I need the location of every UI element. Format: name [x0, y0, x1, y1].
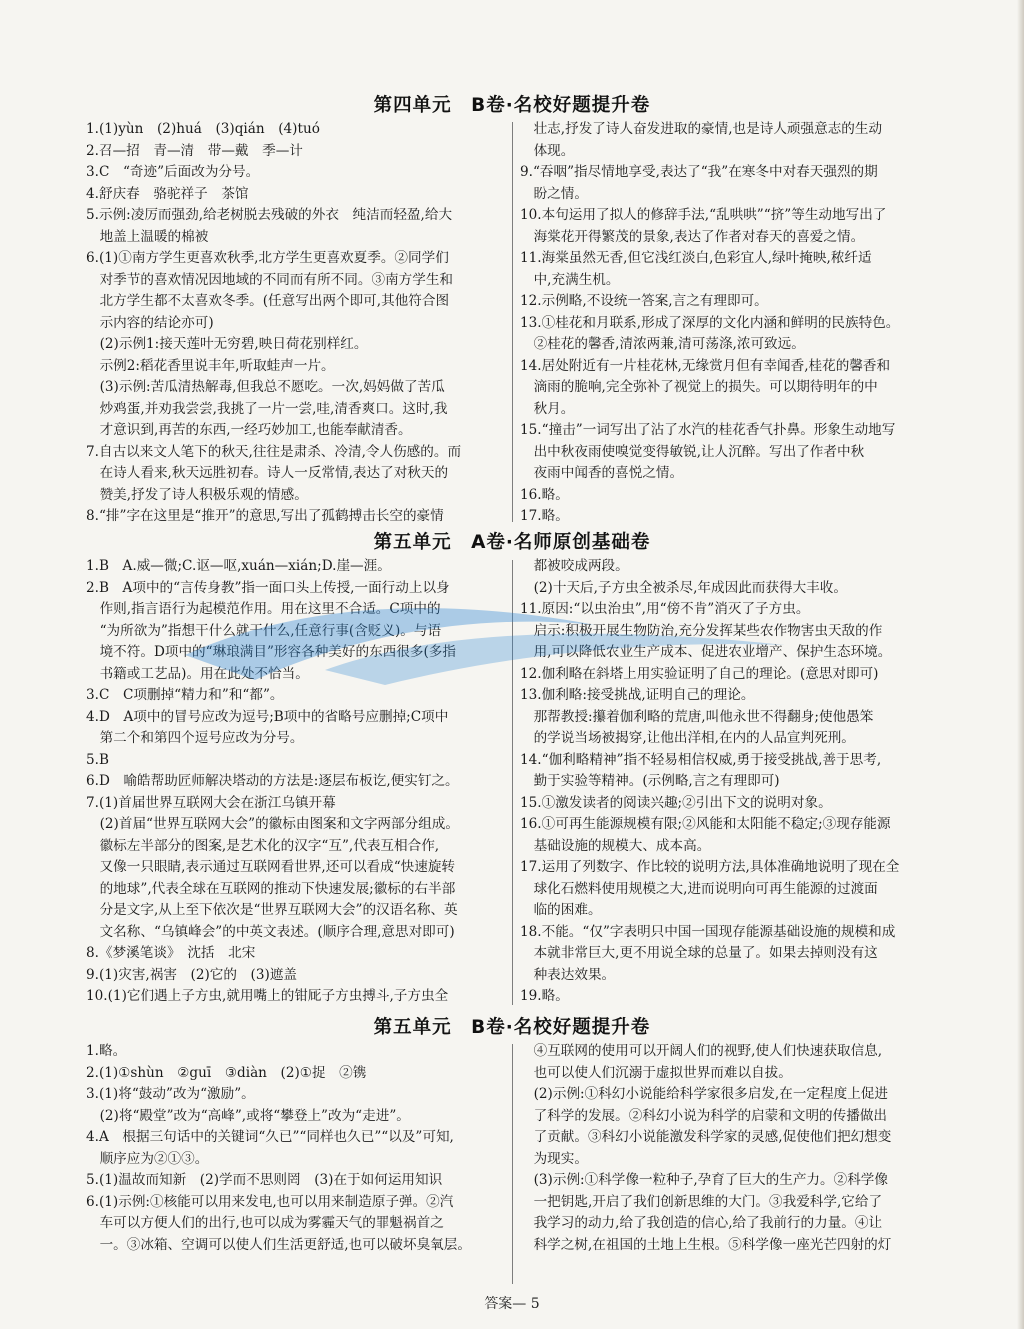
column-divider — [512, 122, 513, 522]
answer-line: 5.示例:凌厉而强劲,给老树脱去残破的外衣 纯洁而轻盈,给大 — [86, 207, 453, 223]
answer-line: (2)首届“世界互联网大会”的徽标由图案和文字两部分组成。 — [86, 816, 459, 832]
answer-line: 才意识到,再苦的东西,一经巧妙加工,也能奉献清香。 — [86, 422, 412, 438]
answer-line: 4.D A项中的冒号应改为逗号;B项中的省略号应删掉;C项中 — [86, 708, 449, 725]
answer-line: 中,充满生机。 — [520, 271, 620, 288]
answer-line: 勤于实验等精神。(示例略,言之有理即可) — [520, 773, 780, 789]
answer-line: 赞美,抒发了诗人积极乐观的情感。 — [86, 486, 308, 503]
answer-line: 了科学的发展。②科幻小说为科学的启蒙和文明的传播做出 — [520, 1107, 888, 1124]
answer-line: 的地球”,代表全球在互联网的推动下快速发展;徽标的右半部 — [86, 880, 456, 897]
answer-line: 一把钥匙,开启了我们创新思维的大门。③我爱科学,它给了 — [520, 1193, 883, 1210]
answer-line: 示例2:稻花香里说丰年,听取蛙声一片。 — [86, 357, 335, 374]
answer-line: 了贡献。③科幻小说能激发科学家的灵感,促使他们把幻想变 — [520, 1129, 892, 1145]
answer-line: 用,可以降低农业生产成本、促进农业增产、保护生态环境。 — [520, 644, 892, 660]
answer-line: 6.(1)①南方学生更喜欢秋季,北方学生更喜欢夏季。②同学们 — [86, 250, 449, 266]
answer-line: 车可以方便人们的出行,也可以成为雾霾天气的罪魁祸首之 — [86, 1215, 444, 1231]
answer-line: (3)示例:①科学像一粒种子,孕育了巨大的生产力。②科学像 — [520, 1172, 888, 1188]
column-divider — [512, 1044, 513, 1284]
answer-line: 7.自古以来文人笔下的秋天,往往是肃杀、冷清,令人伤感的。而 — [86, 443, 462, 460]
unit5-b-left-column — [86, 1041, 510, 1256]
answer-line: 11.原因:“以虫治虫”,用“傍不肯”消灭了子方虫。 — [520, 601, 810, 617]
answer-line: 基础设施的规模大、成本高。 — [520, 837, 711, 854]
answer-line: 滴雨的脆响,完全弥补了视觉上的损失。可以期待明年的中 — [520, 379, 878, 395]
answer-line: 徽标左半部分的图案,是艺术化的汉字“互”,代表互相合作, — [86, 837, 440, 854]
answer-line: 在诗人看来,秋天远胜初春。诗人一反常情,表达了对秋天的 — [86, 465, 449, 481]
answer-line: 1.略。 — [86, 1043, 127, 1059]
answer-line: (2)将“殿堂”改为“高峰”,或将“攀登上”改为“走进”。 — [86, 1107, 410, 1124]
answer-line: 4.舒庆春 骆驼祥子 茶馆 — [86, 185, 249, 202]
section-title-unit5-a: 第五单元 A卷·名师原创基础卷 — [373, 532, 651, 553]
answer-line: (2)十天后,子方虫全被杀尽,年成因此而获得大丰收。 — [520, 579, 847, 596]
answer-line: 为现实。 — [520, 1150, 588, 1167]
answer-line: ④互联网的使用可以开阔人们的视野,使人们快速获取信息, — [520, 1043, 883, 1059]
answer-line: 科学之树,在祖国的土地上生根。⑤科学像一座光芒四射的灯 — [520, 1236, 892, 1253]
answer-line: 文名称、“乌镇峰会”的中英文表述。(顺序合理,意思对即可) — [86, 923, 455, 940]
unit5-b-right-column — [520, 1041, 960, 1256]
answer-line: 7.(1)首届世界互联网大会在浙江乌镇开幕 — [86, 794, 336, 811]
answer-line: 夜雨中闻香的喜悦之情。 — [520, 465, 684, 481]
answer-line: 3.(1)将“鼓动”改为“激励”。 — [86, 1086, 255, 1102]
answer-line: 又像一只眼睛,表示通过互联网看世界,还可以看成“快速旋转 — [86, 859, 456, 875]
answer-line: 13.伽利略:接受挑战,证明自己的理论。 — [520, 687, 755, 703]
answer-line: 启示:积极开展生物防治,充分发挥某些农作物害虫天敌的作 — [520, 622, 883, 639]
answer-line: 16.略。 — [520, 486, 569, 503]
answer-line: 15.①激发读者的阅读兴趣;②引出下文的说明对象。 — [520, 794, 832, 811]
answer-line: 临的困难。 — [520, 902, 602, 918]
answer-line: 出中秋夜雨使嗅觉变得敏锐,让人沉醉。写出了作者中秋 — [520, 443, 865, 460]
answer-line: 17.略。 — [520, 508, 569, 524]
answer-line: 13.①桂花和月联系,形成了深厚的文化内涵和鲜明的民族特色。 — [520, 314, 900, 331]
answer-line: 2.召—招 青—清 带—戴 季—计 — [86, 142, 303, 159]
answer-line: 3.C C项删掉“精力和”和“都”。 — [86, 687, 284, 703]
page-number: 答案— 5 — [484, 1296, 540, 1312]
answer-line: 14.居处附近有一片桂花林,无缘赏月但有幸闻香,桂花的馨香和 — [520, 357, 891, 374]
answer-line: 海棠花开得繁茂的景象,表达了作者对春天的喜爱之情。 — [520, 228, 865, 245]
answer-line: 1.B A.威—微;C.讴—呕,xuán—xián;D.崖—涯。 — [86, 558, 391, 574]
answer-line: 那帮教授:攥着伽利略的荒唐,叫他永世不得翻身;使他愚笨 — [520, 708, 874, 725]
answer-line: “为所欲为”指想干什么就干什么,任意行事(含贬义)。与语 — [86, 622, 442, 639]
answer-line: 15.“撞击”一词写出了沾了水汽的桂花香气扑鼻。形象生动地写 — [520, 422, 896, 438]
answer-line: 9.“吞咽”指尽情地享受,表达了“我”在寒冬中对春天强烈的期 — [520, 164, 878, 180]
answer-line: 分是文字,从上至下依次是“世界互联网大会”的汉语名称、英 — [86, 902, 458, 918]
answer-line: 17.运用了列数字、作比较的说明方法,具体准确地说明了现在全 — [520, 859, 900, 875]
answer-line: 8.《梦溪笔谈》 沈括 北宋 — [86, 945, 256, 961]
answer-line: 16.①可再生能源规模有限;②风能和太阳能不稳定;③现存能源 — [520, 816, 891, 832]
answer-line: (2)示例:①科幻小说能给科学家很多启发,在一定程度上促进 — [520, 1086, 888, 1102]
answer-line: 种表达效果。 — [520, 966, 616, 983]
unit4-b-right-column — [520, 119, 960, 528]
answer-line: (2)示例1:接天莲叶无穷碧,映日荷花别样红。 — [86, 336, 368, 352]
answer-line: 9.(1)灾害,祸害 (2)它的 (3)遮盖 — [86, 966, 297, 983]
answer-line: 球化石燃料使用规模之大,进而说明向可再生能源的过渡面 — [520, 880, 878, 897]
answer-line: 4.A 根据三句话中的关键词“久已”“同样也久已”“以及”可知, — [86, 1129, 454, 1145]
answer-line: 18.不能。“仅”字表明只中国一国现存能源基础设施的规模和成 — [520, 923, 896, 940]
answer-line: 顺序应为②①③。 — [86, 1150, 209, 1167]
answer-line: 5.B — [86, 751, 109, 768]
answer-line: 3.C “奇迹”后面改为分号。 — [86, 164, 260, 180]
answer-line: 11.海棠虽然无香,但它浅红淡白,色彩宜人,绿叶掩映,秾纤适 — [520, 250, 872, 266]
answer-line: ②桂花的馨香,清浓两兼,清可荡涤,浓可致远。 — [520, 336, 805, 352]
section-title-unit5-b: 第五单元 B卷·名校好题提升卷 — [373, 1017, 651, 1038]
answer-line: 2.(1)①shùn ②guī ③diàn (2)①捉 ②镌 — [86, 1064, 367, 1081]
answer-line: 作则,指言语行为起模范作用。用在这里不合适。C项中的 — [86, 601, 441, 617]
answer-line: 14.“伽利略精神”指不轻易相信权威,勇于接受挑战,善于思考, — [520, 751, 882, 768]
answer-line: 盼之情。 — [520, 185, 588, 202]
unit4-b-left-column — [86, 119, 510, 528]
answer-line: 12.示例略,不设统一答案,言之有理即可。 — [520, 293, 768, 309]
watermark-logo — [175, 585, 795, 695]
answer-line: 的学说当场被揭穿,让他出洋相,在内的人品宣判死刑。 — [520, 730, 855, 746]
answer-line: 2.B A项中的“言传身教”指一面口头上传授,一面行动上以身 — [86, 579, 450, 596]
answer-line: 6.(1)示例:①核能可以用来发电,也可以用来制造原子弹。②汽 — [86, 1193, 454, 1210]
answer-line: 壮志,抒发了诗人奋发进取的豪情,也是诗人顽强意志的生动 — [520, 121, 883, 137]
answer-line: 一。③冰箱、空调可以使人们生活更舒适,也可以破坏臭氧层。 — [86, 1236, 471, 1253]
answer-line: 炒鸡蛋,并劝我尝尝,我挑了一片一尝,哇,清香爽口。这时,我 — [86, 400, 448, 417]
answer-line: 都被咬成两段。 — [520, 558, 629, 574]
answer-line: 境不符。D项中的“琳琅满目”形容各种美好的东西很多(多指 — [86, 644, 456, 660]
answer-line: 6.D 喻皓帮助匠师解决塔动的方法是:逐层布板讫,便实钉之。 — [86, 773, 459, 789]
answer-line: 北方学生都不太喜欢冬季。(任意写出两个即可,其他符合图 — [86, 293, 450, 309]
answer-line: 5.(1)温故而知新 (2)学而不思则罔 (3)在于如何运用知识 — [86, 1172, 443, 1188]
answer-line: 第二个和第四个逗号应改为分号。 — [86, 730, 304, 746]
answer-line: 对季节的喜欢情况因地域的不同而有所不同。③南方学生和 — [86, 271, 454, 288]
answer-line: 1.(1)yùn (2)huá (3)qián (4)tuó — [86, 121, 320, 137]
answer-line: 12.伽利略在斜塔上用实验证明了自己的理论。(意思对即可) — [520, 665, 879, 682]
answer-line: 秋月。 — [520, 400, 575, 417]
answer-line: 地盖上温暖的棉被 — [86, 228, 209, 245]
answer-line: 10.(1)它们遇上子方虫,就用嘴上的钳厑子方虫搏斗,子方虫全 — [86, 988, 449, 1004]
section-title-unit4-b: 第四单元 B卷·名校好题提升卷 — [373, 95, 651, 116]
answer-line: 也可以使人们沉溺于虚拟世界而难以自拔。 — [520, 1064, 792, 1081]
answer-line: 我学习的动力,给了我创造的信心,给了我前行的力量。④让 — [520, 1215, 883, 1231]
answer-line: 示内容的结论亦可) — [86, 314, 214, 331]
answer-line: 19.略。 — [520, 988, 569, 1004]
answer-line: 本就非常巨大,更不用说全球的总量了。如果去掉则没有这 — [520, 945, 878, 961]
scan-edge — [1017, 0, 1024, 1329]
answer-line: 10.本句运用了拟人的修辞手法,“乱哄哄”“挤”等生动地写出了 — [520, 207, 887, 223]
answer-line: 8.“排”字在这里是“推开”的意思,写出了孤鹤搏击长空的豪情 — [86, 508, 444, 524]
answer-line: 书籍或工艺品)。用在此处不恰当。 — [86, 665, 309, 682]
answer-line: (3)示例:苦瓜清热解毒,但我总不愿吃。一次,妈妈做了苦瓜 — [86, 379, 445, 395]
answer-line: 体现。 — [520, 142, 575, 159]
